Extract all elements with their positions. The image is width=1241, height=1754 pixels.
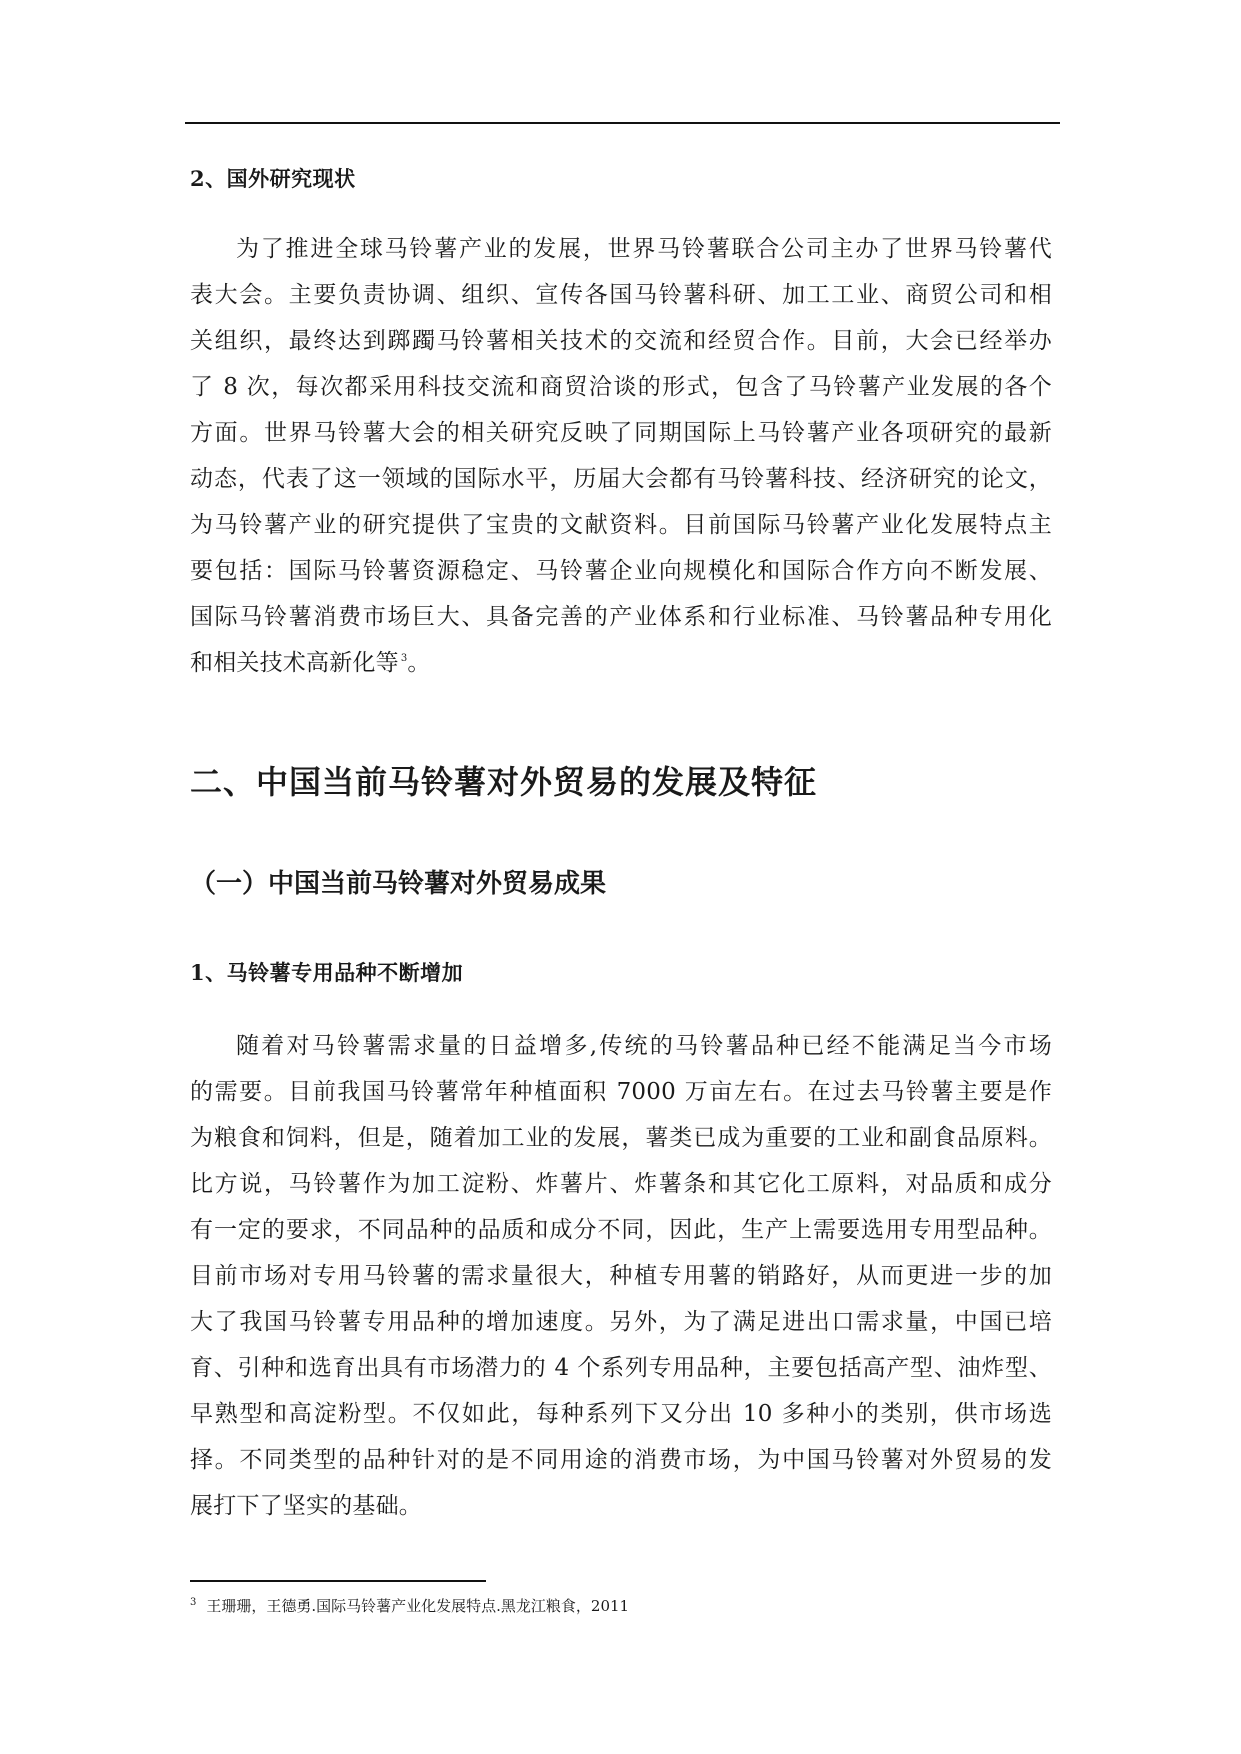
paragraph-line: 早熟型和高淀粉型。不仅如此，每种系列下又分出 10 多种小的类别，供市场选: [190, 1401, 1052, 1427]
paragraph-line-text: 和相关技术高新化等: [190, 650, 399, 676]
paragraph-line: 要包括：国际马铃薯资源稳定、马铃薯企业向规模化和国际合作方向不断发展、: [190, 558, 1052, 584]
paragraph-line: 国际马铃薯消费市场巨大、具备完善的产业体系和行业标准、马铃薯品种专用化: [190, 604, 1052, 630]
footnote-mark: 3: [190, 1597, 197, 1608]
footnote-reference: 3: [400, 653, 408, 665]
paragraph-line: 动态，代表了这一领域的国际水平，历届大会都有马铃薯科技、经济研究的论文，: [190, 466, 1052, 492]
footnote-rule: [190, 1580, 486, 1582]
section-heading-foreign-research: 2、国外研究现状: [190, 166, 356, 191]
paragraph-line: 关组织，最终达到踯躅马铃薯相关技术的交流和经贸合作。目前，大会已经举办: [190, 328, 1052, 354]
paragraph-line-last: 展打下了坚实的基础。: [190, 1493, 422, 1519]
footnote: [190, 1595, 629, 1616]
paragraph-line: 比方说，马铃薯作为加工淀粉、炸薯片、炸薯条和其它化工原料，对品质和成分: [190, 1171, 1052, 1197]
footnote-text: 王珊珊，王德勇.国际马铃薯产业化发展特点.黑龙江粮食，2011: [206, 1597, 630, 1615]
paragraph-line: 为马铃薯产业的研究提供了宝贵的文献资料。目前国际马铃薯产业化发展特点主: [190, 512, 1052, 538]
paragraph-line: 表大会。主要负责协调、组织、宣传各国马铃薯科研、加工工业、商贸公司和相: [190, 282, 1052, 308]
paragraph-line: 随着对马铃薯需求量的日益增多,传统的马铃薯品种已经不能满足当今市场: [236, 1033, 1052, 1059]
section-title: （一）中国当前马铃薯对外贸易成果: [190, 869, 607, 899]
sentence-end: 。: [407, 650, 431, 676]
section-heading-varieties: 1、马铃薯专用品种不断增加: [190, 960, 464, 985]
header-rule: [185, 122, 1060, 124]
paragraph-line: 大了我国马铃薯专用品种的增加速度。另外，为了满足进出口需求量，中国已培: [190, 1309, 1052, 1335]
paragraph-line: 方面。世界马铃薯大会的相关研究反映了同期国际上马铃薯产业各项研究的最新: [190, 420, 1052, 446]
paragraph-line: 为粮食和饲料，但是，随着加工业的发展，薯类已成为重要的工业和副食品原料。: [190, 1125, 1052, 1151]
paragraph-line: 择。不同类型的品种针对的是不同用途的消费市场，为中国马铃薯对外贸易的发: [190, 1447, 1052, 1473]
paragraph-line: 育、引种和选育出具有市场潜力的 4 个系列专用品种，主要包括高产型、油炸型、: [190, 1355, 1052, 1381]
paragraph-line: 有一定的要求，不同品种的品质和成分不同，因此，生产上需要选用专用型品种。: [190, 1217, 1052, 1243]
paragraph-line: 的需要。目前我国马铃薯常年种植面积 7000 万亩左右。在过去马铃薯主要是作: [190, 1079, 1052, 1105]
chapter-title: 二、中国当前马铃薯对外贸易的发展及特征: [190, 763, 818, 801]
paragraph-line: 目前市场对专用马铃薯的需求量很大，种植专用薯的销路好，从而更进一步的加: [190, 1263, 1052, 1289]
paragraph-line: 为了推进全球马铃薯产业的发展，世界马铃薯联合公司主办了世界马铃薯代: [236, 236, 1052, 262]
paragraph-line: 了 8 次，每次都采用科技交流和商贸洽谈的形式，包含了马铃薯产业发展的各个: [190, 374, 1052, 400]
paragraph-line-last: [190, 644, 1052, 684]
